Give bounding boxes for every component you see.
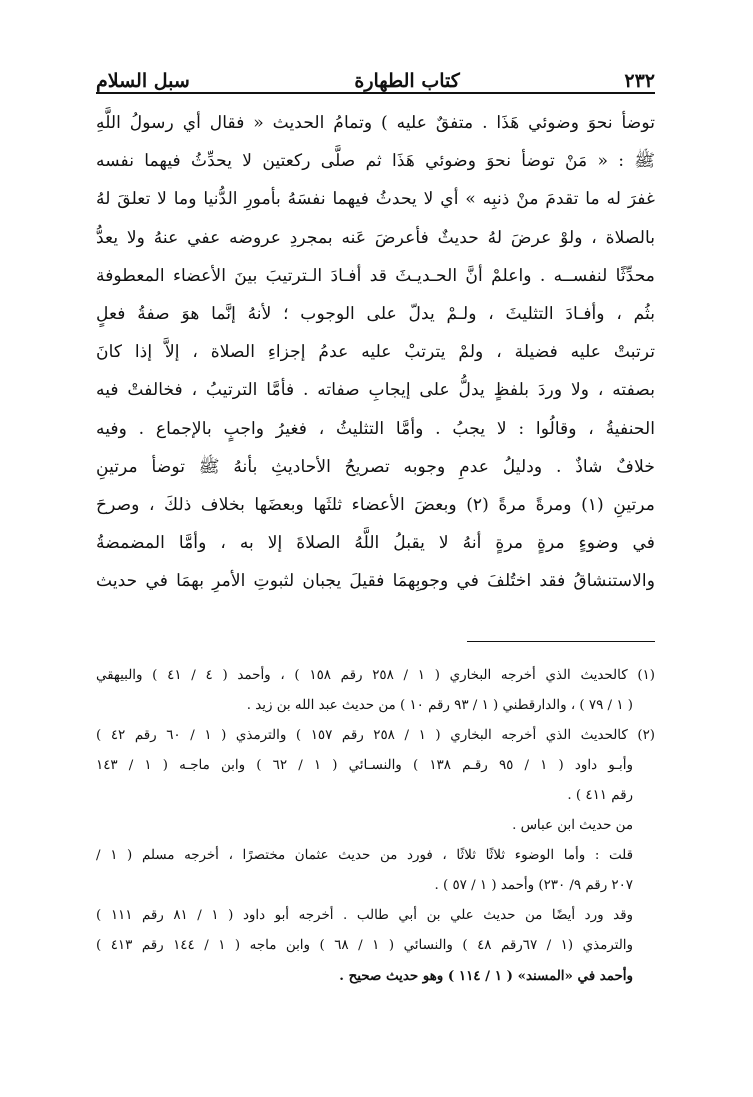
footnote-line: ٢٠٧ رقم ٩/ ٢٣٠) وأحمد ( ١ / ٥٧ ) . [434,878,633,893]
footnote-line: وأبـو داود ( ١ / ٩٥ رقـم ١٣٨ ) والنسـائي ( ١ / ٦٢ ) وابن ماجـه ( ١ / ١٤٣ [96,758,633,773]
footnotes [96,662,655,992]
footnote-line: وقد ورد أيضًا من حديث علي بن أبي طالب . أخرجه أبو داود ( ١ / ٨١ رقم ١١١ ) [96,908,634,923]
footnote-line: وأحمد في «المسند» ( ١ / ١١٤ ) وهو حديث صحيح . [339,968,633,984]
footnote-line: (١) كالحديث الذي أخرجه البخاري ( ١ / ٢٥٨ رقم ١٥٨ ) ، وأحمد ( ٤ / ٤١ ) والبيهقي [96,668,655,683]
footnote-line: رقم ٤١١ ) . [567,788,633,803]
text-line: ترتبتْ عليه فضيلة ، ولمْ يترتبْ عليه عدمُ إجزاءِ الصلاة ، إلاَّ إذا كانَ [96,342,655,363]
text-line: بثُم ، وأفـادَ التثليثَ ، ولـمْ يدلّ على الوجوب ؛ لأنهُ إنَّما هوَ صفةُ فعلٍ [96,303,655,324]
text-line: بصفته ، ولا وردَ بلفظٍ يدلُّ على إيجابِ صفاته . فأمَّا الترتيبُ ، فخالفتْ فيه [96,380,655,401]
text-line: غفرَ له ما تقدمَ منْ ذنبِه » أي لا يحدثُ فيهما نفسَهُ بأمورِ الدُّنيا وما لا تعلقَ لهُ [96,189,655,210]
text-line: بالصلاة ، ولوْ عرضَ لهُ حديثٌ فأعرضَ عَنه بمجردِ عروضه عفي عنهُ ولا يعدُّ [96,227,655,248]
footnote-line: (٢) كالحديث الذي أخرجه البخاري ( ١ / ٢٥٨ رقم ١٥٧ ) والترمذي ( ١ / ٦٠ رقم ٤٢ ) [96,728,655,743]
book-title: سبل السلام [96,70,190,92]
text-line: توضأ نحوَ وضوئي هَذَا . متفقٌ عليه ) وتمامُ الحديث « فقال أي رسولُ اللَّهِ [96,113,655,133]
footnote-line: ( ١ / ٧٩ ) ، والدارقطني ( ١ / ٩٣ رقم ١٠ ) من حديث عبد الله بن زيد . [246,698,633,713]
page-header [96,58,655,92]
text-line: مرتينِ (١) ومرةً مرةً (٢) وبعضَ الأعضاء ثلثَها وبعضَها بخلاف ذلكَ ، وصرحَ [96,494,655,515]
footnote-line: من حديث ابن عباس . [512,818,633,833]
chapter-title: كتاب الطهارة [354,70,460,92]
footnote-line: والترمذي (١ / ٦٧رقم ٤٨ ) والنسائي ( ١ / ٦٨ ) وابن ماجه ( ١ / ١٤٤ رقم ٤١٣ ) [96,938,633,953]
footnote-line: قلت : وأما الوضوء ثلاثًا ثلاثًا ، فورد من حديث عثمان مختصرًا ، أخرجه مسلم ( ١ / [96,848,633,863]
text-line: في وضوءٍ مرةٍ مرةٍ أنهُ لا يقبلُ اللَّهُ الصلاةَ إلا به ، وأمَّا المضمضةُ [96,533,655,554]
text-line: والاستنشاقُ فقد اختُلفَ في وجوبِهمَا فقيلَ يجبان لثبوتِ الأمرِ بهمَا في حديث [96,571,655,592]
header-rule [96,92,655,94]
text-line: محدِّثًا لنفســه . واعلمْ أنَّ الحـديـثَ قد أفـادَ الـترتيبَ بينَ الأعضاء المعطوفة [96,265,655,286]
footnote-separator [467,641,655,642]
page-number: ٢٣٢ [624,70,655,92]
text-line: الحنفيةُ ، وقالُوا : لا يجبُ . وأمَّا التثليثُ ، فغيرُ واجبٍ بالإجماع . وفيه [96,418,655,439]
text-line: ﷺ : « مَنْ توضأ نحوَ وضوئي هَذَا ثم صلَّى ركعتين لا يحدِّثُ فيهما نفسه [96,151,655,172]
text-line: خلافٌ شاذٌ . ودليلُ عدمِ وجوبه تصريحُ الأحاديثِ بأنهُ ﷺ توضأ مرتينِ [96,456,655,477]
main-text [96,104,655,600]
